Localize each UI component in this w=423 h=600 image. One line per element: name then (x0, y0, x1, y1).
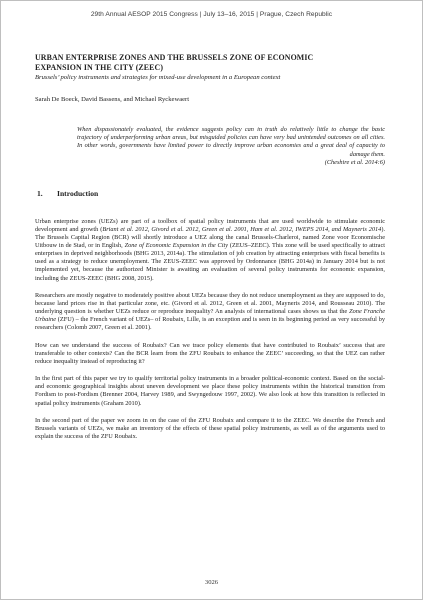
epigraph-quote (77, 126, 385, 168)
p1-citations: Briant et al. 2012, Givord et al. 2012, Green et al. 2001, Ham et al. 2012, IWEPS 2014, and Mayneris 2014 (102, 225, 382, 233)
p1-text-c: ). The Brussels Capital Region (BCR) will shortly introduce a UEZ along the canal Brussels-Charleroi, named Zone voor Economische Uitbouw in de Stad, or in English, (35, 225, 386, 249)
author-list: Sarah De Boeck, David Bassens, and Michael Ryckewaert (35, 95, 190, 103)
p1-text-a: Urban enterprise zones (UEZs) are part of a toolbox of spatial policy instruments that are used worldwide to stimulate economic development and growth ( (35, 217, 385, 233)
body-paragraph-4: In the first part of this paper we try to qualify territorial policy instruments in a broader political-economic context. Based on the social- and economic geographical insights about uneven development we place these policy instruments within the historical transition from Fordism to post-Fordism (Brenner 2004, Harvey 1989, and Swyngedouw 1997, 2002). We also look at how this transition is reflected in spatial policy instruments (Graham 2010). (35, 375, 385, 407)
paper-subtitle: Brussels’ policy instruments and strategies for mixed-use development in a European context (35, 74, 281, 81)
body-paragraph-5: In the second part of the paper we zoom in on the case of the ZFU Roubaix and compare it to the ZEEC. We describe the French and Brussels variants of UEZs, we make an inventory of the effects of these spatial policy instruments, as well as of the arguments used to explain the success of the ZFU Roubaix. (35, 416, 385, 440)
p1-zone-name: Zone of Economic Expansion in the City (124, 242, 229, 249)
section-number: 1. (37, 188, 43, 198)
paper-title-line-2: EXPANSION IN THE CITY (ZEEC) (35, 63, 164, 72)
section-heading (35, 189, 385, 198)
paper-body (35, 53, 385, 441)
epigraph-text: When dispassionately evaluated, the evidence suggests policy can in truth do relatively little to change the basic trajectory of underperforming urban areas, but misguided policies can have very bad unintended outcomes on all cities. In other words, governments have limited power to directly improve urban economies and a great deal of capacity to damage them. (77, 125, 385, 158)
page-number: 3026 (204, 579, 219, 586)
p2-zone-name: Zone Franche Urbaine (35, 308, 385, 324)
body-paragraph-3: How can we understand the success of Roubaix? Can we trace policy elements that have contributed to Roubaix’ success that are transferable to other contexts? Can the BCR learn from the ZFU Roubaix to enhance the ZEEC’ succeeding, so that the UEZ can rather reduce inequality instead of reproducing it? (35, 341, 385, 365)
conference-header: 29th Annual AESOP 2015 Congress | July 13–16, 2015 | Prague, Czech Republic (90, 11, 333, 18)
paper-title-line-1: URBAN ENTERPRISE ZONES AND THE BRUSSELS ZONE OF ECONOMIC (35, 53, 314, 62)
epigraph-citation: (Cheshire et al. 2014:6) (324, 159, 385, 167)
section-title: Introduction (57, 188, 99, 198)
p2-text-c: (ZFU) – the French variant of UEZs– of Roubaix, Lille, is an exception and is seen in its beginning period as very successful by researchers (Colomb 2007, Green et al. 2001). (35, 316, 385, 332)
paper-title (35, 53, 385, 73)
body-paragraph-1 (35, 218, 385, 283)
p2-text-a: Researchers are mostly negative to moderately positive about UEZs because they do not reduce unemployment as they are supposed to do, because land prices rise in that particular zone, etc. (Givord et al. 2012, Green et al. 2001, Mayneris 2014, and Rousseau 2010). The underlying question is whether UEZs reduce or reproduce inequality? An analysis of international cases shows us that the (35, 291, 385, 316)
p1-text-e: (ZEUS–ZEEC). This zone will be used specifically to attract enterprises in deprived neighborhoods (BHG 2013, 2014a). The stimulation of job creation by attracting enterprises with fiscal benefits is used as a strategy to reduce unemployment. The ZEUS-ZEEC was approved by Ordonnance (BHG 2014a) in January 2014 but is not implemented yet, because the authorized Minister is awaiting an evaluation of several policy instruments for economic expansion, including the ZEUS-ZEEC (BHG 2008, 2015). (35, 242, 385, 282)
body-paragraph-2 (35, 292, 385, 333)
